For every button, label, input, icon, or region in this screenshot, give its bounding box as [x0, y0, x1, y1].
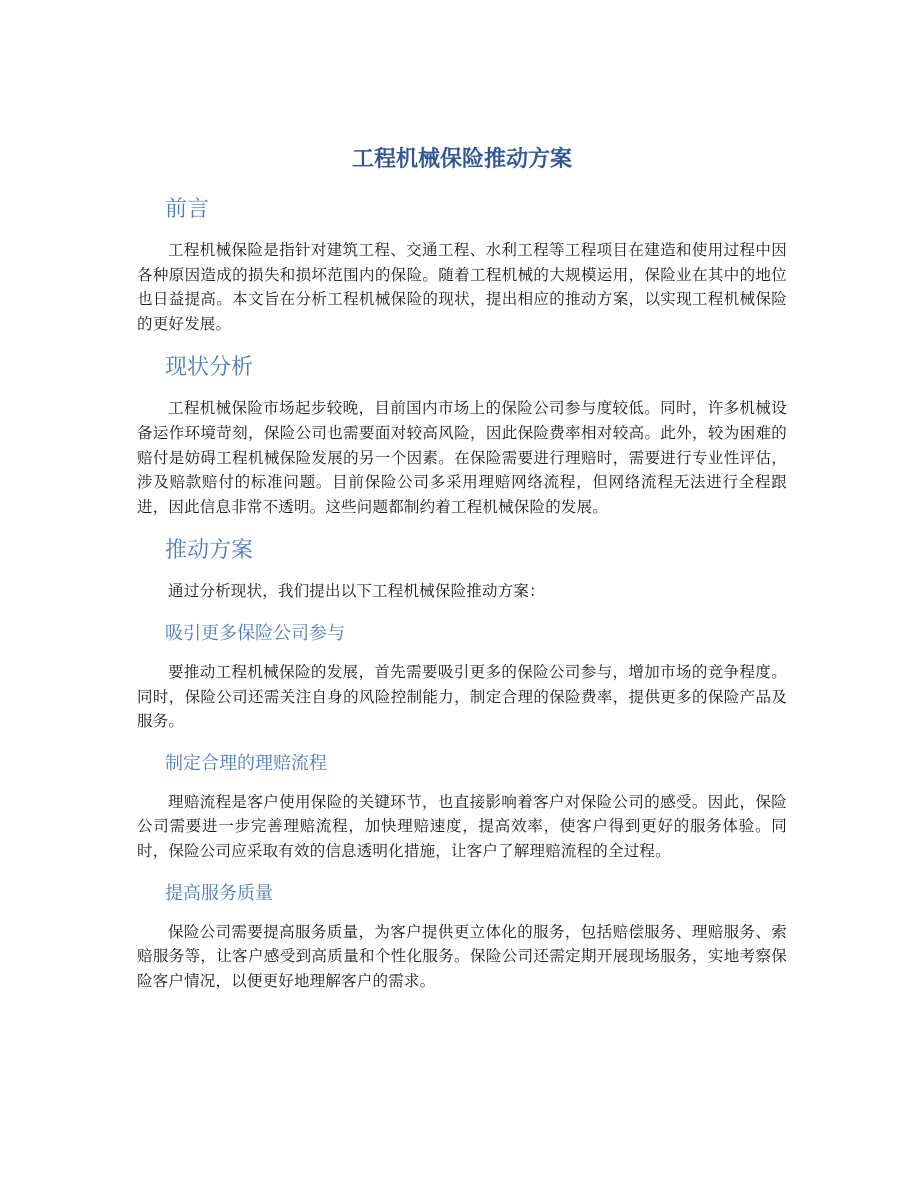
subsection-heading-attract-insurers: 吸引更多保险公司参与 [165, 622, 345, 644]
section-heading-plan: 推动方案 [165, 538, 254, 564]
paragraph-status: 工程机械保险市场起步较晚，目前国内市场上的保险公司参与度较低。同时，许多机械设备运作环境苛刻，保险公司也需要面对较高风险，因此保险费率相对较高。此外，较为困难的赔付是妨碍工程机械保险发展的另一个因素。在保险需要进行理赔时，需要进行专业性评估，涉及赔款赔付的标准问题。目前保险公司多采用理赔网络流程，但网络流程无法进行全程跟进，因此信息非常不透明。这些问题都制约着工程机械保险的发展。 [137, 399, 787, 516]
paragraph-claims-process: 理赔流程是客户使用保险的关键环节，也直接影响着客户对保险公司的感受。因此，保险公司需要进一步完善理赔流程，加快理赔速度，提高效率，使客户得到更好的服务体验。同时，保险公司应采取有效的信息透明化措施，让客户了解理赔流程的全过程。 [137, 792, 787, 860]
paragraph-attract-insurers: 要推动工程机械保险的发展，首先需要吸引更多的保险公司参与，增加市场的竞争程度。同时，保险公司还需关注自身的风险控制能力，制定合理的保险费率，提供更多的保险产品及服务。 [137, 662, 787, 731]
paragraph-service-quality: 保险公司需要提高服务质量，为客户提供更立体化的服务，包括赔偿服务、理赔服务、索赔服务等，让客户感受到高质量和个性化服务。保险公司还需定期开展现场服务，实地考察保险客户情况，以便更好地理解客户的需求。 [137, 922, 787, 990]
document-title: 工程机械保险推动方案 [351, 147, 572, 172]
document-page [137, 140, 787, 1009]
section-heading-preface: 前言 [165, 197, 210, 222]
subsection-heading-claims-process: 制定合理的理赔流程 [165, 752, 327, 774]
paragraph-plan-intro: 通过分析现状，我们提出以下工程机械保险推动方案： [168, 582, 545, 601]
section-heading-status: 现状分析 [165, 355, 254, 381]
paragraph-preface: 工程机械保险是指针对建筑工程、交通工程、水利工程等工程项目在建造和使用过程中因各种原因造成的损失和损坏范围内的保险。随着工程机械的大规模运用，保险业在其中的地位也日益提高。本文旨在分析工程机械保险的现状，提出相应的推动方案，以实现工程机械保险的更好发展。 [137, 241, 787, 333]
subsection-heading-service-quality: 提高服务质量 [165, 882, 273, 904]
